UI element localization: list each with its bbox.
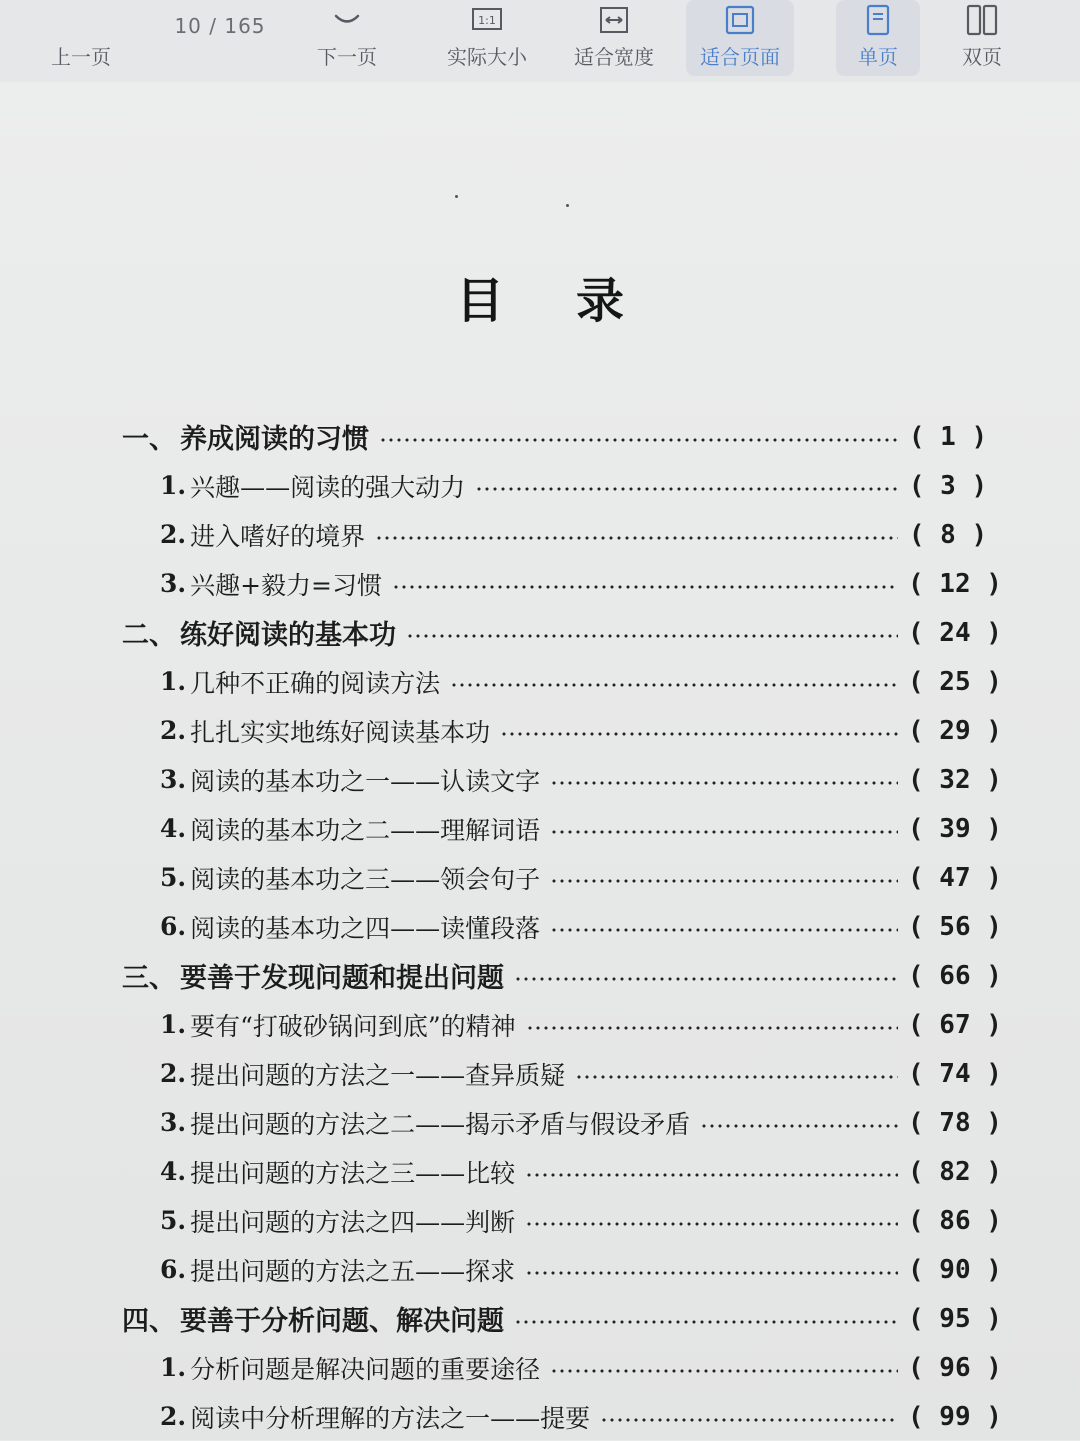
toc-leader-dots [575, 1075, 898, 1079]
toc-entry-label: 要善于发现问题和提出问题 [180, 963, 504, 994]
toc-entry-number: 二、 [122, 620, 176, 651]
toc-entry-page: ( 86 ) [908, 1205, 1002, 1236]
toc-entry-page: ( 90 ) [908, 1254, 1002, 1285]
toc-entry-page: ( 67 ) [908, 1009, 1002, 1040]
toc-section-row[interactable] [122, 1000, 1002, 1049]
toc-entry-number: 4. [160, 1157, 187, 1186]
toc-leader-dots [500, 732, 898, 736]
toc-entry-number: 6. [160, 912, 187, 941]
toc-entry-page: ( 95 ) [908, 1303, 1002, 1334]
toc-entry-number: 3. [160, 765, 187, 794]
toc-section-row[interactable] [122, 510, 988, 559]
toc-chapter-row[interactable] [122, 412, 988, 461]
toc-entry-number: 3. [160, 569, 187, 598]
toc-section-row[interactable] [122, 559, 1002, 608]
toc-section-row[interactable] [122, 1098, 1002, 1147]
toc-entry-label: 阅读的基本功之一——认读文字 [190, 766, 541, 796]
toc-leader-dots [392, 585, 898, 589]
toc-entry-page: ( 3 ) [908, 470, 988, 501]
toc-entry-label: 要有“打破砂锅问到底”的精神 [190, 1011, 516, 1041]
toc-entry-label: 扎扎实实地练好阅读基本功 [190, 717, 491, 747]
toc-chapter-row[interactable] [122, 1294, 1002, 1343]
toc-leader-dots [550, 928, 898, 932]
toc-entry-label: 进入嗜好的境界 [190, 521, 366, 551]
toc-entry-number: 1. [160, 1010, 187, 1039]
toc-leader-dots [525, 1222, 898, 1226]
toc-section-row[interactable] [122, 461, 988, 510]
toc-entry-number: 2. [160, 520, 187, 549]
toc-entry-number: 三、 [122, 963, 176, 994]
toc-section-row[interactable] [122, 902, 1002, 951]
toc-entry-number: 1. [160, 1353, 187, 1382]
double-page-icon [966, 5, 998, 35]
next-page-button[interactable] [302, 0, 392, 76]
toc-entry-page: ( 78 ) [908, 1107, 1002, 1138]
next-page-label: 下一页 [317, 45, 377, 69]
actual-size-label: 实际大小 [447, 45, 527, 69]
double-page-button[interactable] [942, 0, 1022, 76]
toc-entry-label: 几种不正确的阅读方法 [190, 668, 441, 698]
toc-entry-label: 提出问题的方法之二——揭示矛盾与假设矛盾 [190, 1109, 691, 1139]
single-page-button[interactable] [836, 0, 920, 76]
toc-entry-label: 提出问题的方法之三——比较 [190, 1158, 516, 1188]
toc-entry-number: 6. [160, 1255, 187, 1284]
toc-entry-number: 3. [160, 1108, 187, 1137]
toc-entry-label: 分析问题是解决问题的重要途径 [190, 1354, 541, 1384]
fit-page-label: 适合页面 [700, 45, 780, 69]
toc-section-row[interactable] [122, 804, 1002, 853]
toc-entry-label: 兴趣——阅读的强大动力 [190, 472, 466, 502]
toc-entry-page: ( 25 ) [908, 666, 1002, 697]
table-of-contents [122, 412, 1002, 1441]
scan-speck [455, 195, 458, 198]
toc-entry-label: 阅读的基本功之三——领会句子 [190, 864, 541, 894]
toc-entry-label: 要善于分析问题、解决问题 [180, 1306, 504, 1337]
prev-page-label: 上一页 [51, 45, 111, 69]
toc-leader-dots [450, 683, 898, 687]
fit-page-button[interactable] [686, 0, 794, 76]
toc-section-row[interactable] [122, 1147, 1002, 1196]
scan-speck [566, 204, 569, 207]
toc-entry-page: ( 82 ) [908, 1156, 1002, 1187]
toc-section-row[interactable] [122, 853, 1002, 902]
toc-leader-dots [600, 1418, 898, 1422]
toc-leader-dots [514, 977, 898, 981]
svg-text:1:1: 1:1 [478, 14, 496, 27]
actual-size-button[interactable] [436, 0, 538, 76]
toc-leader-dots [550, 1369, 898, 1373]
toc-section-row[interactable] [122, 657, 1002, 706]
reader-toolbar [0, 0, 1080, 82]
toc-leader-dots [526, 1026, 898, 1030]
toc-entry-number: 1. [160, 471, 187, 500]
toc-section-row[interactable] [122, 1392, 1002, 1441]
toc-leader-dots [550, 781, 898, 785]
toc-leader-dots [406, 634, 898, 638]
toc-section-row[interactable] [122, 755, 1002, 804]
toc-section-row[interactable] [122, 706, 1002, 755]
chevron-down-icon [331, 5, 363, 35]
toc-leader-dots [550, 879, 898, 883]
toc-entry-page: ( 1 ) [908, 421, 988, 452]
fit-width-label: 适合宽度 [574, 45, 654, 69]
toc-entry-label: 阅读中分析理解的方法之一——提要 [190, 1403, 591, 1433]
toc-chapter-row[interactable] [122, 951, 1002, 1000]
toc-entry-page: ( 32 ) [908, 764, 1002, 795]
toc-leader-dots [700, 1124, 898, 1128]
toc-entry-page: ( 12 ) [908, 568, 1002, 599]
toc-leader-dots [379, 438, 898, 442]
toc-leader-dots [375, 536, 898, 540]
toc-entry-label: 练好阅读的基本功 [180, 620, 396, 651]
toc-entry-page: ( 66 ) [908, 960, 1002, 991]
single-page-icon [862, 5, 894, 35]
toc-entry-label: 阅读的基本功之四——读懂段落 [190, 913, 541, 943]
toc-entry-label: 兴趣+毅力=习惯 [190, 570, 383, 600]
toc-entry-page: ( 56 ) [908, 911, 1002, 942]
document-page[interactable] [0, 82, 1080, 1440]
double-page-label: 双页 [962, 45, 1002, 69]
toc-entry-label: 阅读的基本功之二——理解词语 [190, 815, 541, 845]
toc-entry-number: 1. [160, 667, 187, 696]
toc-entry-number: 2. [160, 1402, 187, 1431]
toc-leader-dots [525, 1173, 898, 1177]
fit-page-icon [724, 5, 756, 35]
fit-width-icon [598, 5, 630, 35]
toc-entry-page: ( 29 ) [908, 715, 1002, 746]
toc-entry-number: 4. [160, 814, 187, 843]
toc-section-row[interactable] [122, 1343, 1002, 1392]
toc-entry-page: ( 39 ) [908, 813, 1002, 844]
toc-entry-number: 2. [160, 716, 187, 745]
page-indicator: 10 / 165 [174, 14, 266, 38]
toc-leader-dots [475, 487, 898, 491]
toc-entry-label: 提出问题的方法之五——探求 [190, 1256, 516, 1286]
toc-section-row[interactable] [122, 1245, 1002, 1294]
fit-width-button[interactable] [564, 0, 664, 76]
toc-entry-label: 养成阅读的习惯 [180, 424, 369, 455]
toc-entry-number: 四、 [122, 1306, 176, 1337]
toc-entry-label: 提出问题的方法之一——查异质疑 [190, 1060, 566, 1090]
prev-page-button[interactable] [36, 0, 126, 76]
toc-entry-page: ( 99 ) [908, 1401, 1002, 1432]
toc-entry-page: ( 74 ) [908, 1058, 1002, 1089]
toc-section-row[interactable] [122, 1049, 1002, 1098]
toc-entry-page: ( 8 ) [908, 519, 988, 550]
toc-entry-number: 一、 [122, 424, 176, 455]
toc-leader-dots [514, 1320, 898, 1324]
toc-leader-dots [550, 830, 898, 834]
actual-size-icon [471, 5, 503, 35]
toc-entry-page: ( 47 ) [908, 862, 1002, 893]
toc-chapter-row[interactable] [122, 608, 1002, 657]
toc-entry-page: ( 96 ) [908, 1352, 1002, 1383]
toc-leader-dots [525, 1271, 898, 1275]
toc-section-row[interactable] [122, 1196, 1002, 1245]
toc-title: 目录 [455, 273, 696, 329]
toc-entry-number: 2. [160, 1059, 187, 1088]
toc-entry-page: ( 24 ) [908, 617, 1002, 648]
single-page-label: 单页 [858, 45, 898, 69]
toc-entry-number: 5. [160, 1206, 187, 1235]
toc-entry-number: 5. [160, 863, 187, 892]
toc-entry-label: 提出问题的方法之四——判断 [190, 1207, 516, 1237]
